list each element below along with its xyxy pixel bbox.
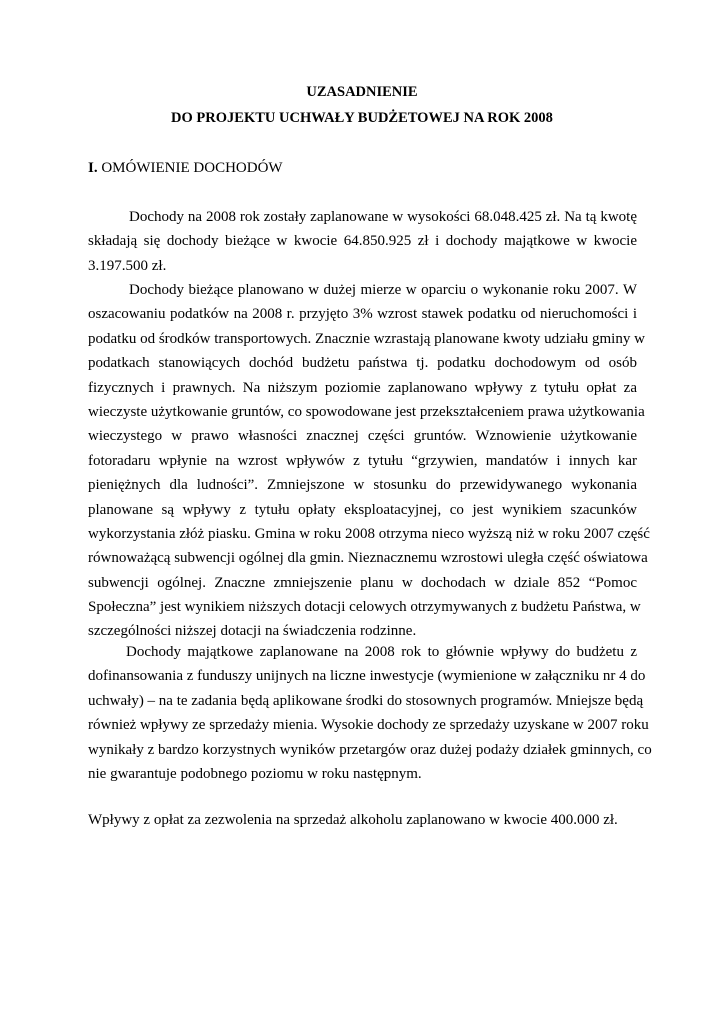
paragraph-line: subwencji ogólnej. Znaczne zmniejszenie planu w dochodach w dziale 852 “Pomoc — [88, 574, 637, 591]
paragraph-line: wykorzystania złóż piasku. Gmina w roku 2008 otrzyma nieco wyższą niż w roku 2007 część — [88, 525, 650, 542]
paragraph-alkohol — [88, 808, 637, 832]
paragraph-line: wynikały z bardzo korzystnych wyników przetargów oraz dużej podaży działek gminnych, co — [88, 741, 652, 758]
paragraph-line: 3.197.500 zł. — [88, 257, 167, 274]
paragraph-line: fotoradaru wpłynie na wzrost wpływów z tytułu “grzywien, mandatów i innych kar — [88, 452, 637, 469]
paragraph-line: nie gwarantuje podobnego poziomu w roku następnym. — [88, 765, 422, 782]
paragraph-line: planowane są wpływy z tytułu opłaty eksploatacyjnej, co jest wynikiem szacunków — [88, 501, 637, 518]
paragraph-line: podatkach stanowiących dochód budżetu państwa tj. podatku dochodowym od osób — [88, 355, 637, 372]
paragraph-line: wieczyste użytkowanie gruntów, co spowodowane jest przekształceniem prawa użytkowania — [88, 403, 645, 420]
paragraph-line: również wpływy ze sprzedaży mienia. Wysokie dochody ze sprzedaży uzyskane w 2007 roku — [88, 717, 649, 734]
paragraph-line: Dochody na 2008 rok zostały zaplanowane w wysokości 68.048.425 zł. Na tą kwotę — [129, 209, 637, 225]
paragraph-line: składają się dochody bieżące w kwocie 64.850.925 zł i dochody majątkowe w kwocie — [88, 233, 637, 250]
paragraph-line: oszacowaniu podatków na 2008 r. przyjęto 3% wzrost stawek podatku od nieruchomości i — [88, 306, 637, 323]
paragraph-line: dofinansowania z funduszy unijnych na liczne inwestycje (wymienione w załączniku nr 4 do — [88, 668, 646, 685]
section-number: I. — [88, 160, 98, 176]
paragraph-line: podatku od środków transportowych. Znacznie wzrastają planowane kwoty udziału gminy w — [88, 330, 645, 347]
paragraph-line: pieniężnych dla ludności”. Zmniejszone w stosunku do przewidywanego wykonania — [88, 477, 637, 494]
paragraph-line: Społeczna” jest wynikiem niższych dotacji celowych otrzymywanych z budżetu Państwa, w — [88, 599, 641, 616]
section-heading — [88, 160, 283, 177]
section-title: OMÓWIENIE DOCHODÓW — [101, 160, 283, 176]
paragraph-line: wieczystego w prawo własności znacznej części gruntów. Wznowienie użytkowanie — [88, 428, 637, 445]
paragraph-dochody-majatkowe — [88, 640, 652, 786]
paragraph-dochody-ogolem — [88, 205, 637, 278]
paragraph-line: Wpływy z opłat za zezwolenia na sprzedaż alkoholu zaplanowano w kwocie 400.000 zł. — [88, 812, 618, 828]
paragraph-line: Dochody bieżące planowano w dużej mierze w oparciu o wykonanie roku 2007. W — [129, 282, 637, 298]
paragraph-line: fizycznych i prawnych. Na niższym poziomie zaplanowano wpływy z tytułu opłat za — [88, 379, 637, 396]
paragraph-line: Dochody majątkowe zaplanowane na 2008 rok to głównie wpływy do budżetu z — [126, 644, 637, 660]
paragraph-line: szczególności niższej dotacji na świadczenia rodzinne. — [88, 623, 417, 640]
paragraph-dochody-biezace — [88, 278, 650, 644]
document-subtitle: DO PROJEKTU UCHWAŁY BUDŻETOWEJ NA ROK 2008 — [171, 110, 553, 126]
document-title: UZASADNIENIE — [306, 84, 418, 100]
paragraph-line: uchwały) – na te zadania będą aplikowane środki do stosownych programów. Mniejsze będą — [88, 692, 644, 709]
paragraph-line: równoważącą subwencji ogólnej dla gmin. Nieznacznemu wzrostowi uległa część oświatowa — [88, 550, 648, 567]
